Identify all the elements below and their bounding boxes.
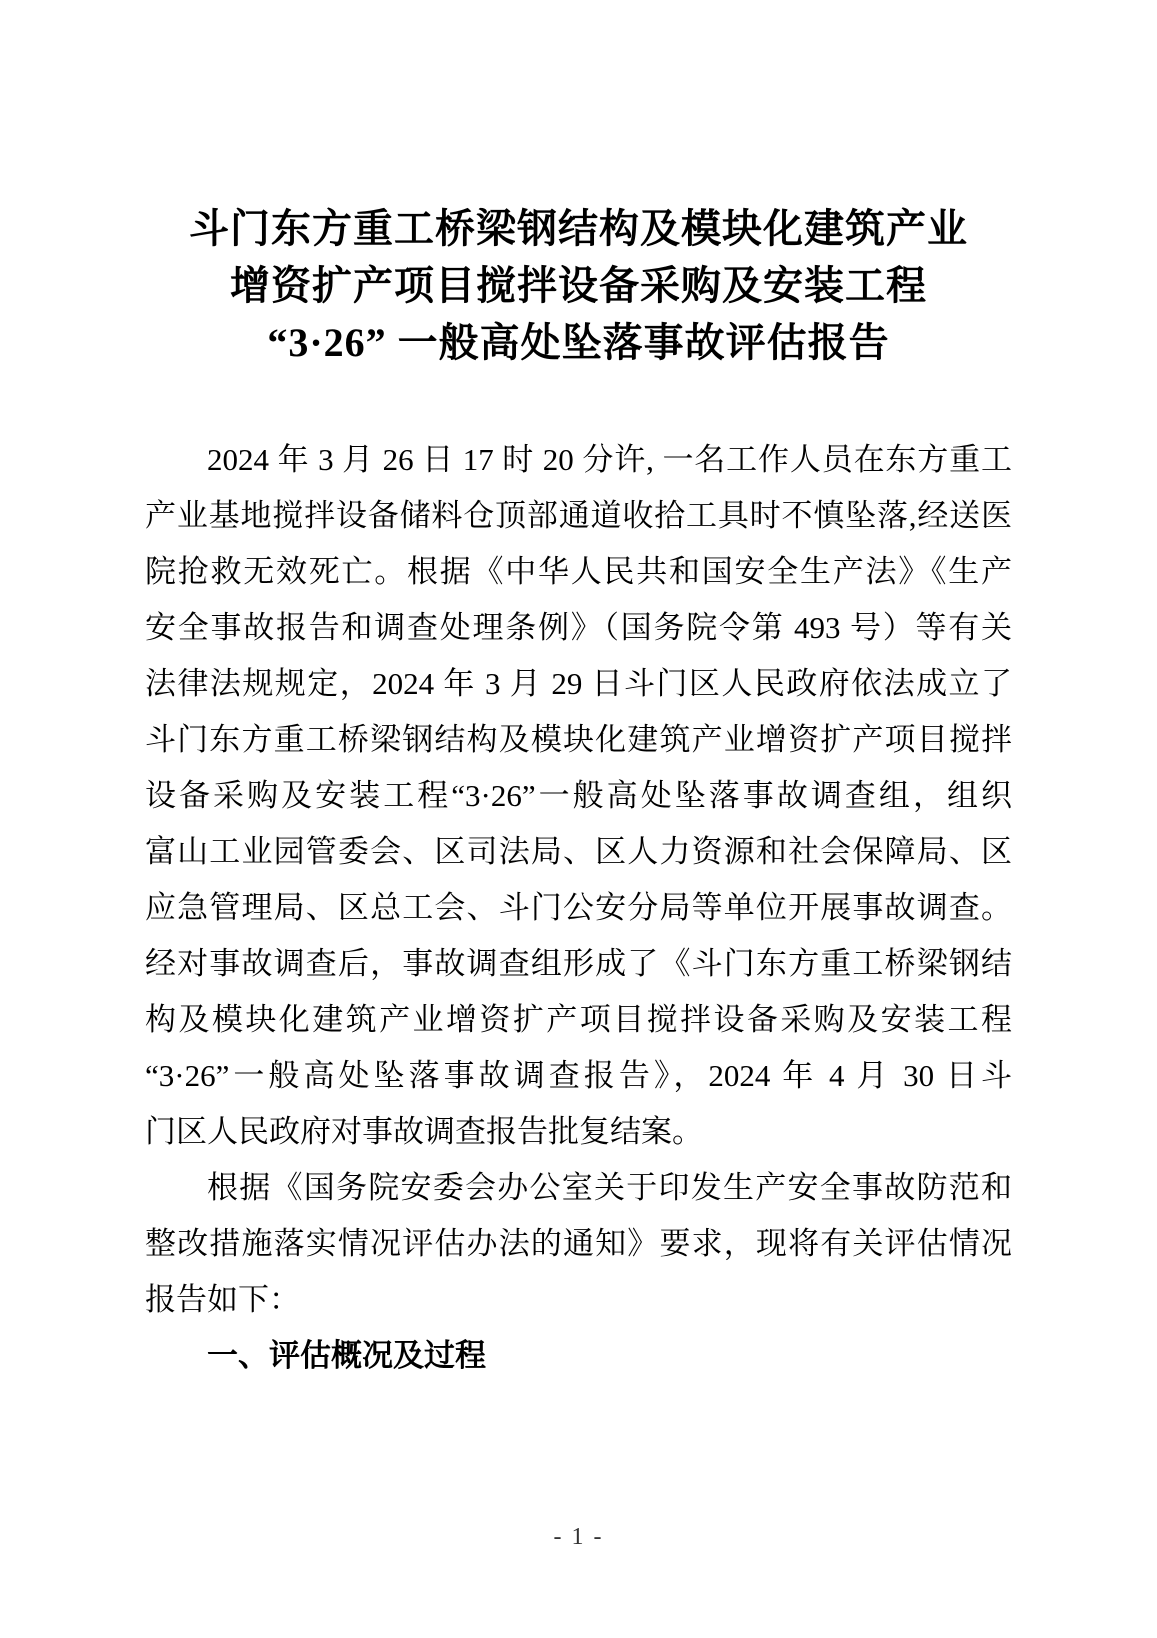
body-line: 报告如下： (145, 1282, 300, 1317)
body-line: 根据《国务院安委会办公室关于印发生产安全事故防范和 (207, 1170, 1012, 1205)
body-line: 院抢救无效死亡。根据《中华人民共和国安全生产法》《生产 (145, 554, 1012, 589)
body-line: 经对事故调查后，事故调查组形成了《斗门东方重工桥梁钢结 (145, 946, 1012, 981)
document-title (145, 200, 1012, 371)
body-line: “3·26”一般高处坠落事故调查报告》，2024 年 4 月 30 日斗 (145, 1058, 1012, 1093)
body-line: 斗门东方重工桥梁钢结构及模块化建筑产业增资扩产项目搅拌 (145, 722, 1012, 757)
section-heading: 一、评估概况及过程 (207, 1338, 486, 1373)
body-line: 产业基地搅拌设备储料仓顶部通道收拾工具时不慎坠落,经送医 (145, 498, 1012, 533)
body-line: 2024 年 3 月 26 日 17 时 20 分许, 一名工作人员在东方重工 (207, 442, 1012, 477)
body-line: 设备采购及安装工程“3·26”一般高处坠落事故调查组，组织 (145, 778, 1012, 813)
page-number: - 1 - (553, 1524, 604, 1550)
body-line: 富山工业园管委会、区司法局、区人力资源和社会保障局、区 (145, 834, 1012, 869)
body-line: 安全事故报告和调查处理条例》（国务院令第 493 号）等有关 (145, 610, 1012, 645)
document-title-line-1: 斗门东方重工桥梁钢结构及模块化建筑产业 (189, 206, 968, 251)
document-content (145, 0, 1012, 1384)
body-line: 门区人民政府对事故调查报告批复结案。 (145, 1114, 703, 1149)
document-title-line-2: 增资扩产项目搅拌设备采购及安装工程 (230, 263, 927, 308)
body-line: 构及模块化建筑产业增资扩产项目搅拌设备采购及安装工程 (145, 1002, 1012, 1037)
document-body (145, 432, 1012, 1384)
body-line: 整改措施落实情况评估办法的通知》要求，现将有关评估情况 (145, 1226, 1012, 1261)
document-title-line-3: “3·26” 一般高处坠落事故评估报告 (267, 320, 890, 365)
body-line: 法律法规规定，2024 年 3 月 29 日斗门区人民政府依法成立了 (145, 666, 1012, 701)
body-line: 应急管理局、区总工会、斗门公安分局等单位开展事故调查。 (145, 890, 1012, 925)
